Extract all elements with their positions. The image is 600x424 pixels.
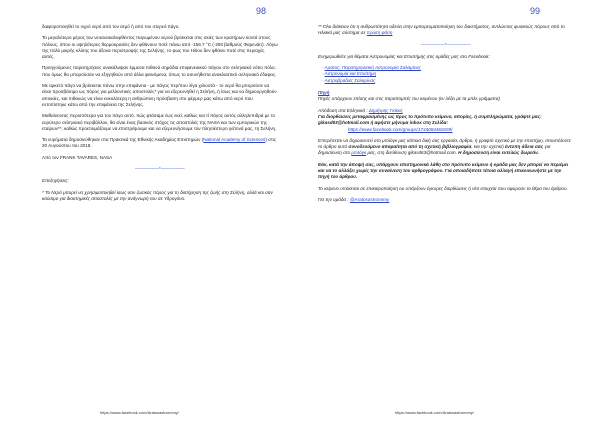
first-phase-link[interactable]: πρώτη φάση xyxy=(366,30,393,36)
disagreement-paragraph: Εάν, κατά την άποψή σας, υπάρχουν επιστημονικά λάθη στο πρότυπο κείμενο ή ομάδα μας δεν μπορεί να περιέμει και να το αλλάξει χωρίς την συναίνεση του αρθρογράφου. Για οποιαδήποτε τέτοια αλλαγή επικοινωνήστε με την πηγή του άρθρου. xyxy=(318,161,569,180)
paragraph: Με αρκετό πάγο να βρίσκεται πάνω στην επιφάνεια - με πάγος περ/που λίγα χιλιοστά - το νερό θα μπορούσε να είναι προσβάσιμο ως πόρος για μελλοντικές αποστολές* για να εξερευνηθεί η Σελήνη, ή ίσως και να δημιουργηθούν αποικίες, και πιθανώς να είναι ευκολότερη η ανθρώπινη πρόσβαση στο φέρμερ μας κάτω από νερό που εντοπίστηκε κάτω από την επιφάνεια της Σελήνης. xyxy=(42,83,277,107)
page-footer: https://www.facebook.com/Aratosastronomy/ xyxy=(395,410,474,415)
group-item: - Αρατος: Παρατηρησιακή Αστρονομία Σαλαμίνας xyxy=(322,65,421,71)
aratos-handle-link[interactable]: @Aratosastronomy xyxy=(349,196,390,202)
permission-text: μας, στη διεύθυνση gikasd63@hotmail.com. xyxy=(366,150,459,156)
facebook-group-link[interactable]: https://www.facebook.com/groups/1744084460269/ xyxy=(348,126,453,132)
paragraph: Μαθαίνοντας περισσότερα για τον πάγο αυτό, πώς φτάσαμε έως εκεί, καθώς και τί πάγος αυτός αλληλεπιδρά με το ευρύτερο σεληνιακό περιβάλλον, θα είναι ένας βασικός στόχος τις αποστολές της NASA και των εμπορικών της εταίρων**, καθώς προετοιμάζουμε να επιστρέψουμε και να εξερευνήσουμε τον πλησιέστερο γείτονά μας, τη Σελήνη. xyxy=(42,113,277,131)
group-link[interactable]: Αρατος: Παρατηρησιακή Αστρονομία Σαλαμίνας xyxy=(324,65,421,71)
permission-paragraph xyxy=(318,138,574,157)
publication-text: Τα ευρήματα δημοσιεύθηκαν στα Πρακτικά της Εθνικής Ακαδημίας Επιστημών ( xyxy=(42,137,204,143)
group-item: - Αστρονομία και Επιστήμη xyxy=(322,71,377,77)
separator: —————*————— xyxy=(135,166,185,172)
page-footer: https://www.facebook.com/Aratosastronomy/ xyxy=(100,410,179,415)
author-line: Από τον FRANK TAVARES, NASA xyxy=(42,154,113,160)
corrections-text: Για διορθώσεις μεταφρασμένης ως προς το πρότυπο κείμενο, απορίες, ή συμπληρώματα, γράψτε μας: gikasd63@hotmail.com ή αφήστε μήνυμα inbox στη Σελίδα: xyxy=(318,113,542,126)
publication-paragraph xyxy=(42,137,278,150)
footnote: * Το Νερό μπορεί να χρησιμοποιηθεί ίσως σαν ζωτικός πόρος για τη διατήρηση της ζωής στη Σελήνη, αλλά και σαν καύσιμο για διαστημικές αποστολές με την ανάγνωρή του σε Υδρογόνο. xyxy=(42,189,273,201)
footnote-text: ** Όλο διάκειον ότι η ανθρωπότητα οδεύει στην εμπορευματοποίηση του διαστήματος, αντλώντας φυσικούς πόρους από το Ηλιακό μας σύστημα σε xyxy=(318,24,565,36)
right-page xyxy=(300,0,600,424)
permission-bold: συνοδευόμενο απαραίτητα από τη σχετική βιβλιογραφία xyxy=(348,144,472,150)
left-page-content xyxy=(42,24,278,207)
group-link[interactable]: Αστρονομία και Επιστήμη xyxy=(324,71,377,77)
permission-text: Επιτρέπεται να δημοσιευτεί στο μπλόγκ μας κάποια δική σας εργασία, άρθρο, ή γραφτό σχετικό με την επιστήμη, αποστέλοντε το άρθρο αυτό xyxy=(318,137,571,150)
separator: —————*————— xyxy=(421,41,471,47)
info-intro: Ενημερωθείτε για θέματα Αστρονομίας και Επιστήμης στις ομάδες μας στο Facebook: xyxy=(318,53,490,59)
paragraph: Το μεγαλύτερο μέρος του νεοανακαλυφθέντος παγωμένου νερού βρίσκεται στις σκιές των κρατήρων κοντά στους πόλους, όπου οι υψηλότερες θερμοκρασίες δεν φθάνουν ποτέ πάνω από -156.7 °C (-250 βαθμούς Φαρενάιτ). Λόγω της πολύ μικρής κλίσης του άξονα περιστροφής της Σελήνης, το φως του Ηλίου δεν φθάνει ποτέ στις περιοχές αυτές. xyxy=(42,35,278,60)
permission-text: για δημοσίευση στο xyxy=(318,144,551,156)
clarifications-title: Επεξηγήσεις: xyxy=(42,178,69,184)
source-text: Πηγές υπάρχουν επίσης και στις παραπομπές του κειμένου (εν λέξει με τα μπλε γράμματα) xyxy=(318,96,500,102)
group-signature-prefix: Για την ομάδα : xyxy=(318,196,350,202)
publication-date: ) στις 20 Αυγούστου του 2018. xyxy=(42,137,276,149)
blog-link[interactable]: μπλόγκ xyxy=(351,150,367,156)
group-link[interactable]: Αστροβραδιές Σαλαμίνας xyxy=(324,77,376,83)
group-item: - Αστροβραδιές Σαλαμίνας xyxy=(322,77,376,83)
paragraph: Προηγούμενες παρατηρήσεις ανακάλυψαν έμμεσα πιθανά σημάδια επιφανειακού πάγου στο σεληνιακό νότιο πόλο, που όμως θα μπορούσαν να εξηγηθούν από άλλα φαινόμενα, όπως το ασυνήθιστα ανακλαστικό σεληνιακό έδαφος. xyxy=(42,65,277,77)
translator-link[interactable]: Δημήτρης Γκίκας xyxy=(368,107,403,113)
permission-text: , και την σχετική xyxy=(471,144,505,150)
right-page-content xyxy=(318,24,574,208)
source-heading: Πηγή xyxy=(318,90,330,96)
permission-bold: έντυπη άδεια σας xyxy=(504,144,544,150)
permission-bold: Η δημοσίευση είναι εντελώς δωρεάν. xyxy=(458,150,539,156)
facebook-groups-list xyxy=(322,65,574,84)
editor-note: Το κείμενο υπόκειται σε επικαιροποίηση ου υπάρξουν έγκυρες διορθώσεις ή νέα στοιχεία που αφορούν το θέμα του άρθρου. xyxy=(318,185,568,191)
nas-link[interactable]: National Academy of Sciences xyxy=(203,137,266,143)
page-number: 99 xyxy=(530,6,541,16)
group-signature xyxy=(318,197,574,203)
translation-credit xyxy=(318,108,574,133)
page-number: 98 xyxy=(256,6,267,16)
paragraph: διαφοροποιηθεί το υγρό νερό από τον ατμό ή από τον στερεό πάγο. xyxy=(42,24,180,29)
translation-prefix: Απόδοση στα Ελληνικά : xyxy=(318,107,369,113)
footnote xyxy=(318,24,574,37)
